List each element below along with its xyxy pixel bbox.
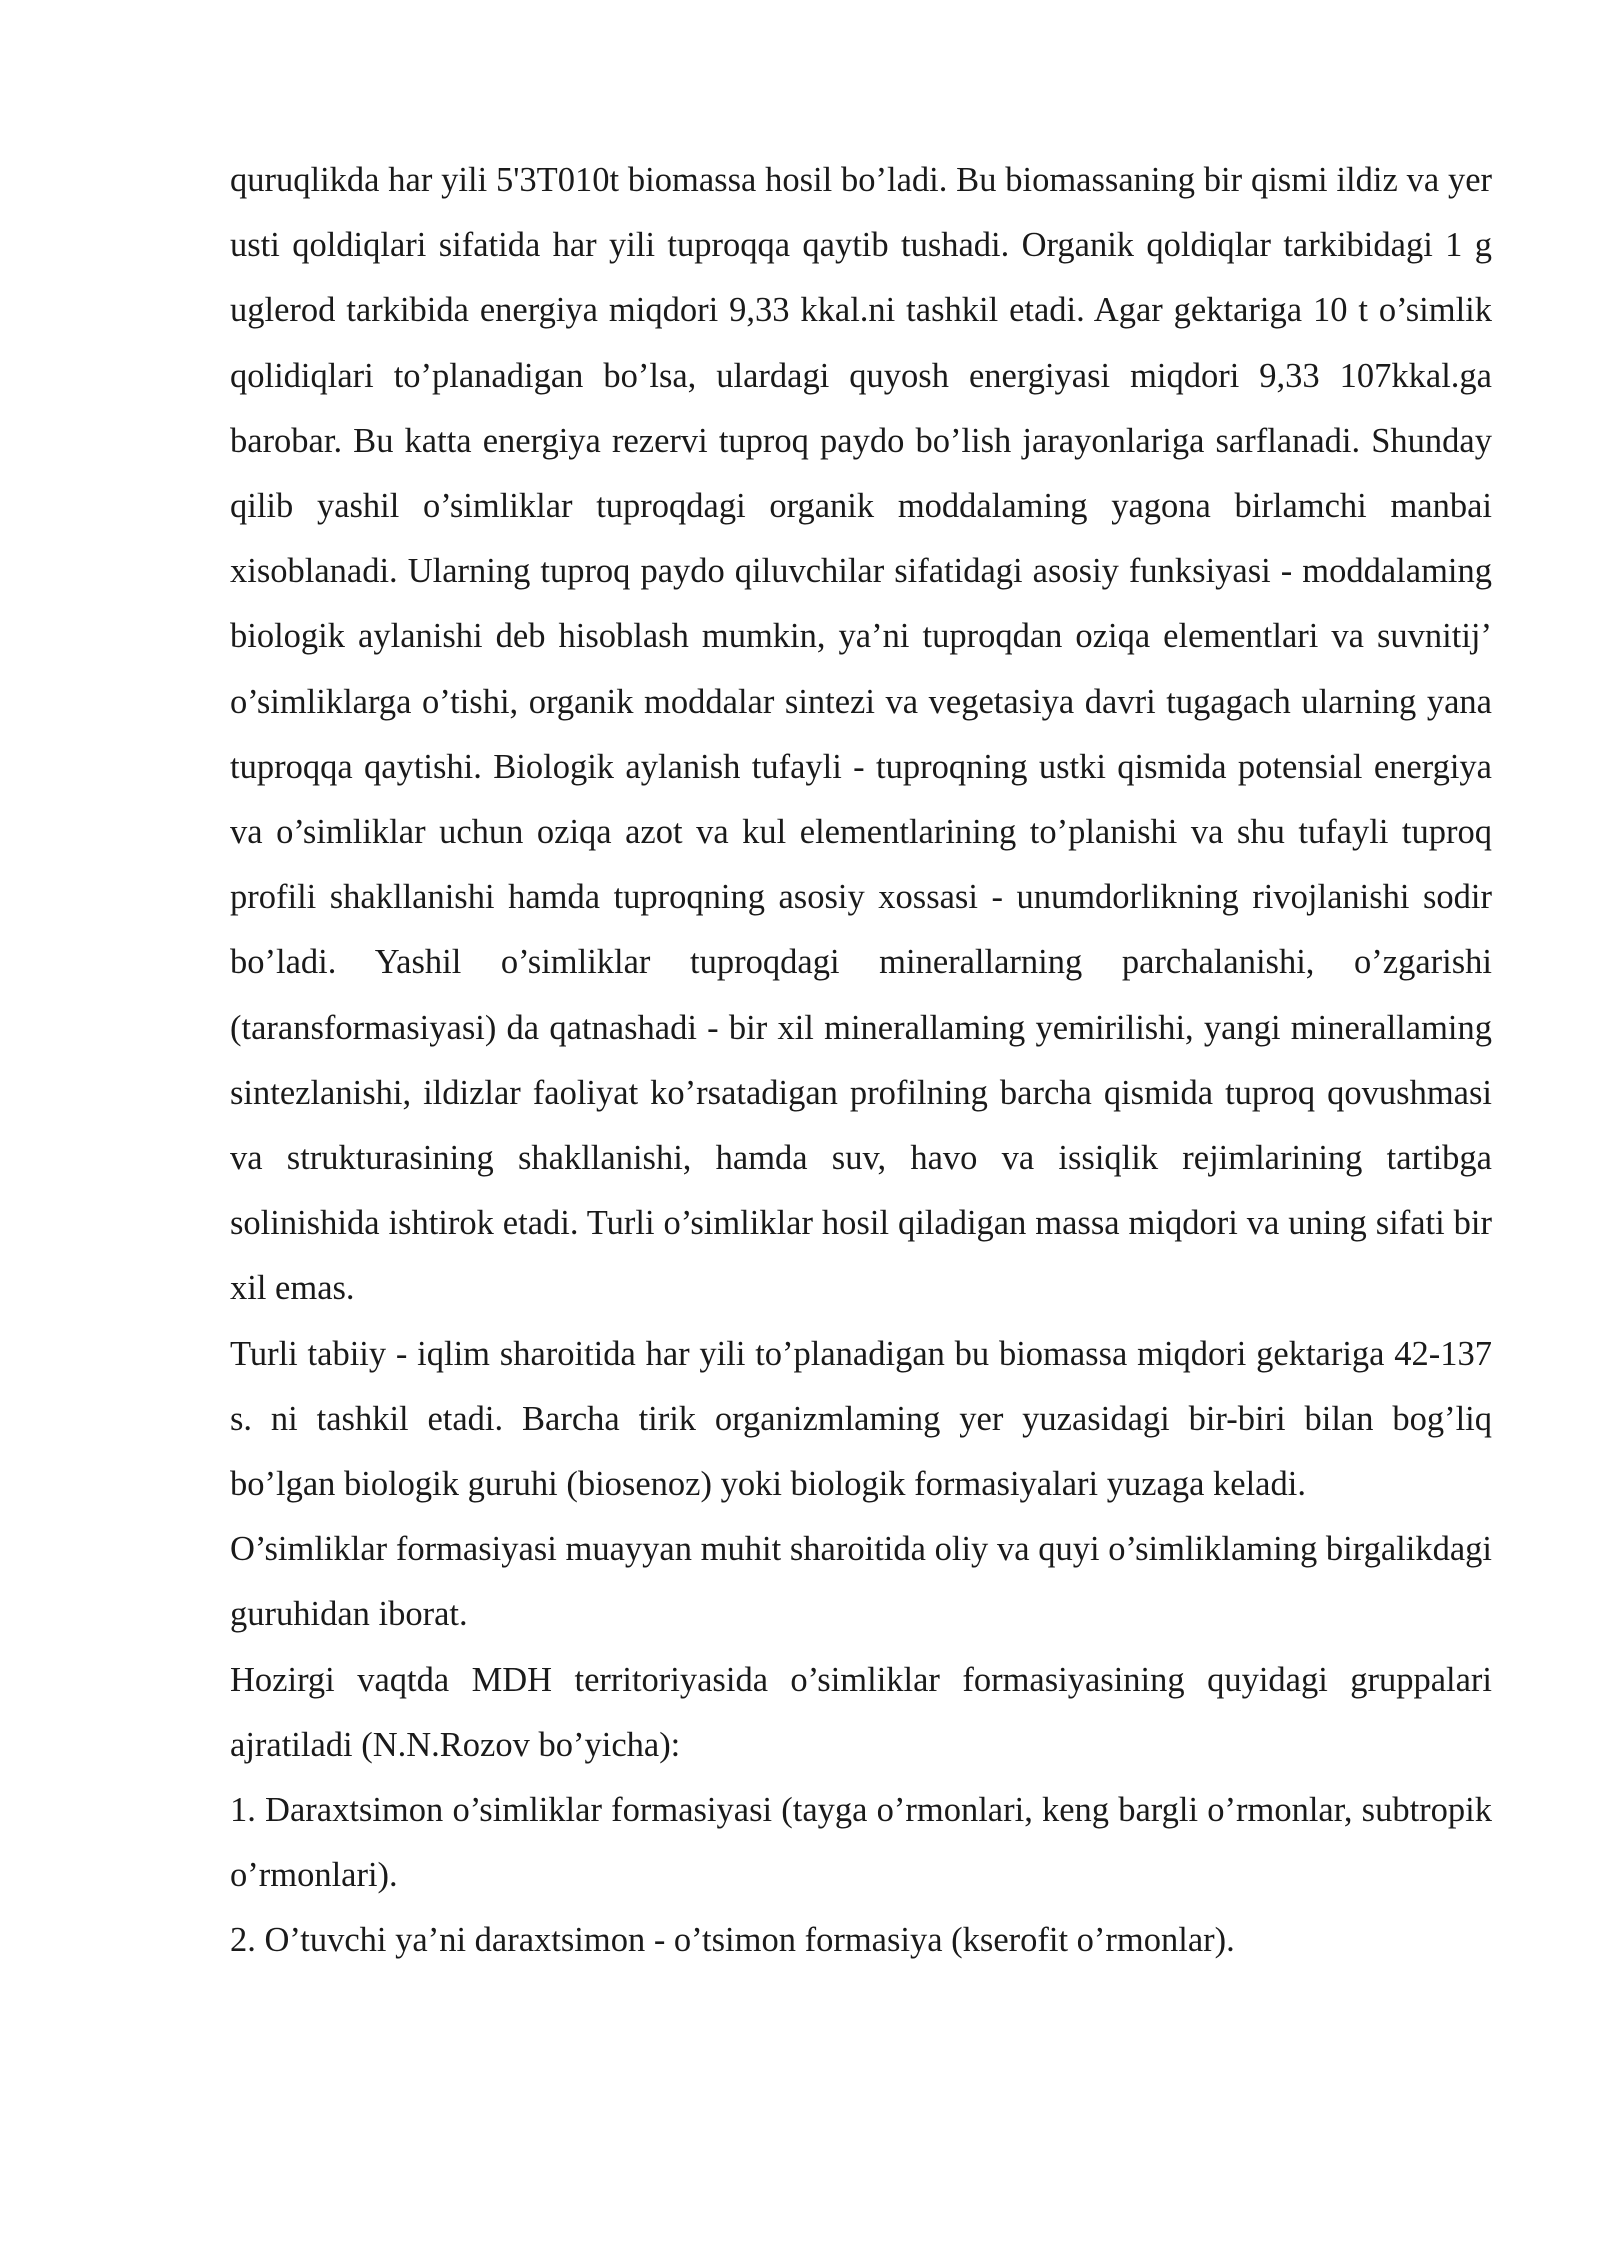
body-text (230, 148, 1492, 1974)
paragraph-climate-biomass: Turli tabiiy - iqlim sharoitida har yili to’planadigan bu biomassa miqdori gektariga 42-137 s. ni tashkil etadi. Barcha tirik organizmlaming yer yuzasidagi bir-biri bilan bog’liq bo’lgan biologik guruhi (biosenoz) yoki biologik formasiyalari yuzaga keladi. (230, 1334, 1492, 1504)
paragraph-plant-formation: O’simliklar formasiyasi muayyan muhit sharoitida oliy va quyi o’simliklaming birgalikdagi guruhidan iborat. (230, 1530, 1492, 1634)
paragraph-formation-groups: Hozirgi vaqtda MDH territoriyasida o’simliklar formasiyasining quyidagi gruppalari ajratiladi (N.N.Rozov bo’yicha): (230, 1660, 1492, 1764)
list-item-2: 2. O’tuvchi ya’ni daraxtsimon - o’tsimon formasiya (kserofit o’rmonlar). (230, 1921, 1235, 1960)
paragraph-biomass: quruqlikda har yili 5'3T010t biomassa hosil bo’ladi. Bu biomassaning bir qismi ildiz va yer usti qoldiqlari sifatida har yili tuproqqa qaytib tushadi. Organik qoldiqlar tarkibidagi 1 g uglerod tarkibida energiya miqdori 9,33 kkal.ni tashkil etadi. Agar gektariga 10 t o’simlik qolidiqlari to’planadigan bo’lsa, ulardagi quyosh energiyasi miqdori 9,33 107kkal.ga barobar. Bu katta energiya rezervi tuproq paydo bo’lish jarayonlariga sarflanadi. Shunday qilib yashil o’simliklar tuproqdagi organik moddalaming yagona birlamchi manbai xisoblanadi. Ularning tuproq paydo qiluvchilar sifatidagi asosiy funksiyasi - moddalaming biologik aylanishi deb hisoblash mumkin, ya’ni tuproqdan oziqa elementlari va suvnitij’ o’simliklarga o’tishi, organik moddalar sintezi va vegetasiya davri tugagach ularning yana tuproqqa qaytishi. Biologik aylanish tufayli - tuproqning ustki qismida potensial energiya va o’simliklar uchun oziqa azot va kul elementlarining to’planishi va shu tufayli tuproq profili shakllanishi hamda tuproqning asosiy xossasi - unumdorlikning rivojlanishi sodir bo’ladi. Yashil o’simliklar tuproqdagi minerallarning parchalanishi, o’zgarishi (taransformasiyasi) da qatnashadi - bir xil minerallaming yemirilishi, yangi minerallaming sintezlanishi, ildizlar faoliyat ko’rsatadigan profilning barcha qismida tuproq qovushmasi va strukturasining shakllanishi, hamda suv, havo va issiqlik rejimlarining tartibga solinishida ishtirok etadi. Turli o’simliklar hosil qiladigan massa miqdori va uning sifati bir xil emas. (230, 161, 1492, 1308)
list-item-1: 1. Daraxtsimon o’simliklar formasiyasi (tayga o’rmonlari, keng bargli o’rmonlar, subtropik o’rmonlari). (230, 1791, 1492, 1895)
